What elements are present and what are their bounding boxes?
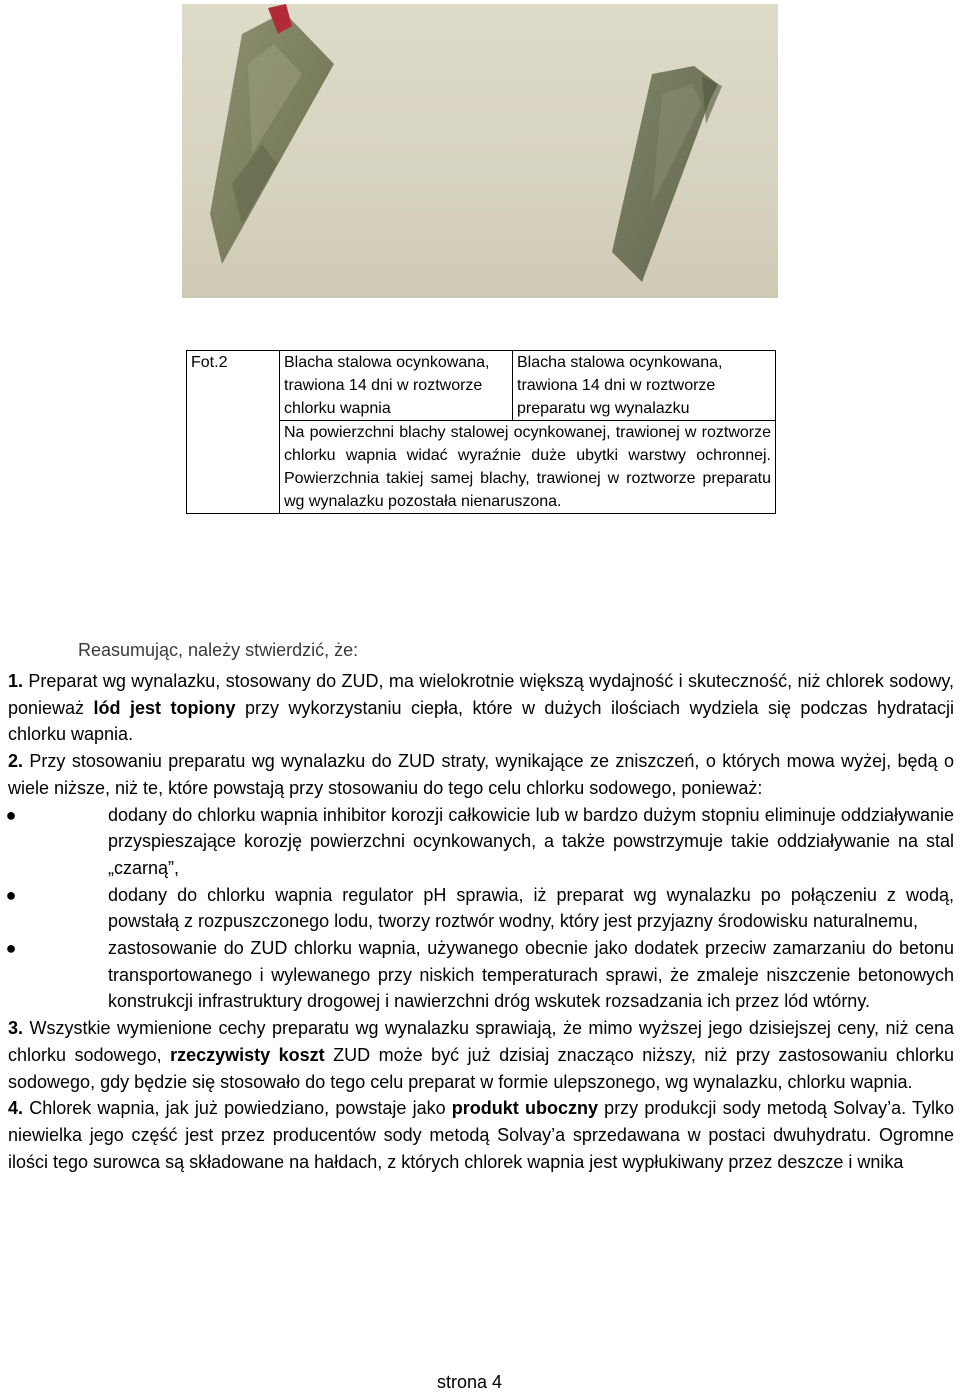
bullet-list: [5, 802, 954, 1016]
list-item: ● zastosowanie do ZUD chlorku wapnia, używanego obecnie jako dodatek przeciw zamarzaniu do betonu transportowanego i wylewanego przy niskich temperaturach sprawi, że zmaleje niszczenie betonowych konstrukcji infrastruktury drogowej i nawierzchni dróg wskutek rozsadzania ich przez lód wtórny.: [108, 935, 954, 1015]
point-bold-text: rzeczywisty koszt: [170, 1044, 325, 1065]
point-3: [8, 1015, 954, 1095]
bullet-icon: ●: [5, 804, 17, 825]
list-item: ● dodany do chlorku wapnia inhibitor korozji całkowicie lub w bardzo dużym stopniu eliminuje oddziaływanie przyspieszające korozję powierzchni ocynkowanych, a także powstrzymuje takie oddziaływanie na stal „czarną”,: [108, 802, 954, 882]
point-text: przy produkcji sody metodą Solvay’a. Tylko niewielka jego część jest przez producentów sody metodą Solvay’a sprzedawana w postaci dwuhydratu. Ogromne ilości tego surowca są składowane na hałdach, z których chlorek wapnia jest wypłukiwany przez deszcze i wnika: [8, 1098, 954, 1172]
summary-heading: Reasumując, należy stwierdzić, że:: [78, 640, 359, 660]
point-4: [8, 1095, 954, 1175]
summary-body: [5, 668, 954, 1175]
point-text: ZUD może być już dzisiaj znacząco niższy, niż przy zastosowaniu chlorku sodowego, gdy będzie się stosowało do tego celu preparat w formie ulepszonego, wg wynalazku, chlorku wapnia.: [8, 1044, 954, 1092]
figure-label: Fot.2: [187, 351, 280, 514]
point-bold-text: produkt uboczny: [451, 1098, 598, 1119]
point-text: przy wykorzystaniu ciepła, które w dużych ilościach wydziela się podczas hydratacji chlorku wapnia.: [8, 697, 954, 745]
point-number: 4.: [8, 1098, 24, 1119]
list-item: ● dodany do chlorku wapnia regulator pH sprawia, iż preparat wg wynalazku po połączeniu z wodą, powstałą z rozpuszczonego lodu, tworzy roztwór wodny, który jest przyjazny środowisku naturalnemu,: [108, 882, 954, 935]
point-1: [8, 668, 954, 748]
photo-illustration: [182, 4, 778, 298]
left-sample-caption: Blacha stalowa ocynkowana, trawiona 14 dni w roztworze chlorku wapnia: [280, 351, 513, 421]
bullet-icon: ●: [5, 884, 17, 905]
point-bold-text: lód jest topiony: [93, 697, 236, 718]
point-text: Chlorek wapnia, jak już powiedziano, powstaje jako: [23, 1098, 452, 1119]
point-text: Preparat wg wynalazku, stosowany do ZUD, ma wielokrotnie większą wydajność i skuteczność, niż chlorek sodowy, ponieważ: [8, 671, 954, 718]
right-sample-caption: Blacha stalowa ocynkowana, trawiona 14 dni w roztworze preparatu wg wynalazku: [513, 351, 776, 421]
point-number: 1.: [8, 671, 24, 691]
point-number: 2.: [8, 751, 24, 772]
galvanized-steel-samples-photo: [182, 4, 778, 298]
bullet-icon: ●: [5, 938, 17, 959]
point-text: Przy stosowaniu preparatu wg wynalazku do ZUD straty, wynikające ze zniszczeń, o których mowa wyżej, będą o wiele niższe, niż te, które powstają przy stosowaniu do tego celu chlorku sodowego, ponieważ:: [8, 751, 954, 798]
photo-caption-table: [186, 350, 776, 514]
page-number: strona 4: [437, 1372, 503, 1392]
point-2: [8, 748, 954, 801]
point-number: 3.: [8, 1018, 24, 1039]
caption-description: Na powierzchni blachy stalowej ocynkowanej, trawionej w roztworze chlorku wapnia widać wyraźnie duże ubytki warstwy ochronnej. Powierzchnia takiej samej blachy, trawionej w roztworze preparatu wg wynalazku pozostała nienaruszona.: [280, 421, 776, 514]
point-text: Wszystkie wymienione cechy preparatu wg wynalazku sprawiają, że mimo wyższej jego dzisiejszej ceny, niż cena chlorku sodowego,: [8, 1018, 954, 1065]
